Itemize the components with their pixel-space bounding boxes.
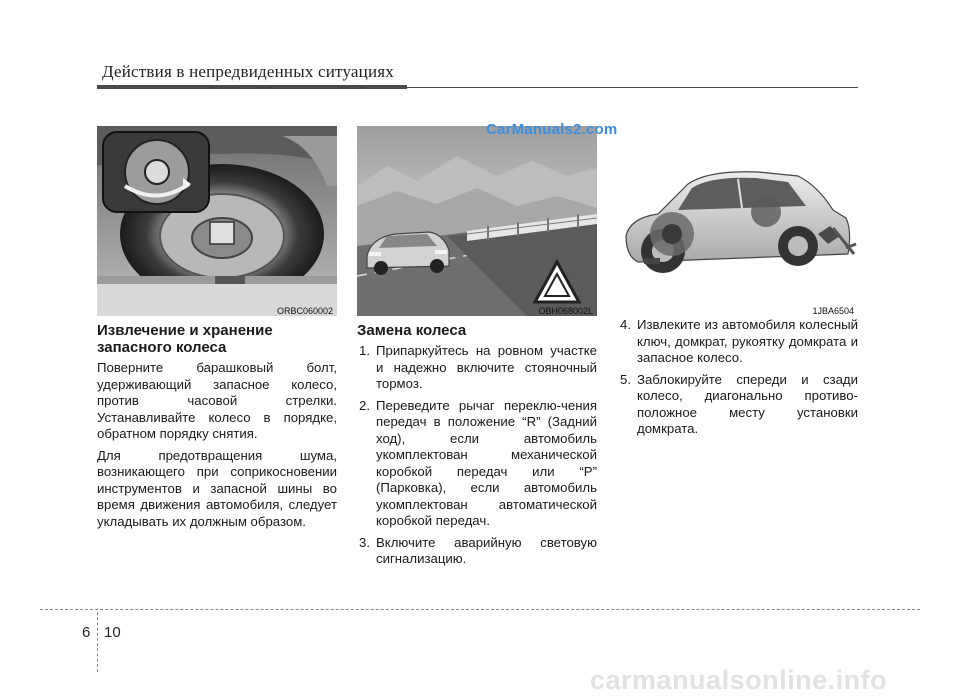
section-heading-wheel-change: Замена колеса <box>357 322 467 339</box>
step-number: 5. <box>620 371 631 387</box>
footer-divider <box>40 609 920 610</box>
spare-tire-icon <box>97 126 337 316</box>
list-item <box>357 535 597 568</box>
step-number: 3. <box>359 534 370 550</box>
page-number: 10 <box>104 624 121 641</box>
step-text: Припаркуйтесь на ровном участке и надежно включите стояночный тормоз. <box>376 343 597 391</box>
list-item <box>357 398 597 530</box>
page-header-title: Действия в непредвиденных ситуациях <box>102 62 394 81</box>
header-rule-thick <box>97 85 407 89</box>
figure-code: ORBC060002 <box>276 306 333 316</box>
middle-column <box>357 322 597 573</box>
watermark-top: CarManuals2.com <box>486 121 618 138</box>
paragraph: Поверните барашковый болт, удерживающий запасное колесо, против часовой стрелки. Устанавливайте колесо в порядке, обратном порядку снятия. <box>97 360 337 441</box>
step-list <box>357 343 597 568</box>
step-text: Переведите рычаг переклю-чения передач в положение “R” (Задний ход), если автомобиль укомплектован механической коробкой передач или “P” (Парковка), если автомобиль укомплектован автоматической коробкой передач. <box>376 397 597 528</box>
right-column <box>618 317 858 443</box>
figure-car-jack <box>618 126 858 316</box>
section-heading-spare-tire: Извлечение и хранение запасного колеса <box>97 322 273 356</box>
step-text: Включите аварийную световую сигнализацию. <box>376 534 597 566</box>
figure-code: OBH068002L <box>538 306 593 316</box>
step-number: 4. <box>620 317 631 332</box>
step-text: Заблокируйте спереди и сзади колесо, диагонально противо-положное месту установки домкрата. <box>637 371 858 436</box>
step-number: 2. <box>359 397 370 413</box>
header-rule-thin <box>407 87 858 88</box>
list-item <box>357 343 597 393</box>
step-text: Извлеките из автомобиля колесный ключ, домкрат, рукоятку домкрата и запасное колесо. <box>637 317 858 365</box>
figure-code: 1JBA6504 <box>812 306 854 316</box>
step-number: 1. <box>359 343 370 358</box>
road-warning-icon <box>357 126 597 316</box>
list-item <box>618 317 858 367</box>
footer-tick <box>97 612 98 672</box>
watermark-bottom: carmanualsonline.info <box>590 665 888 695</box>
chapter-number: 6 <box>82 624 91 641</box>
left-column <box>97 322 337 535</box>
car-jack-icon <box>618 126 858 316</box>
paragraph: Для предотвращения шума, возникающего при соприкосновении инструментов и запасной шины во время движения автомобиля, следует укладывать их должным образом. <box>97 447 337 529</box>
step-list <box>618 317 858 438</box>
figure-road-warning <box>357 126 597 316</box>
figure-spare-tire <box>97 126 337 316</box>
list-item <box>618 372 858 438</box>
